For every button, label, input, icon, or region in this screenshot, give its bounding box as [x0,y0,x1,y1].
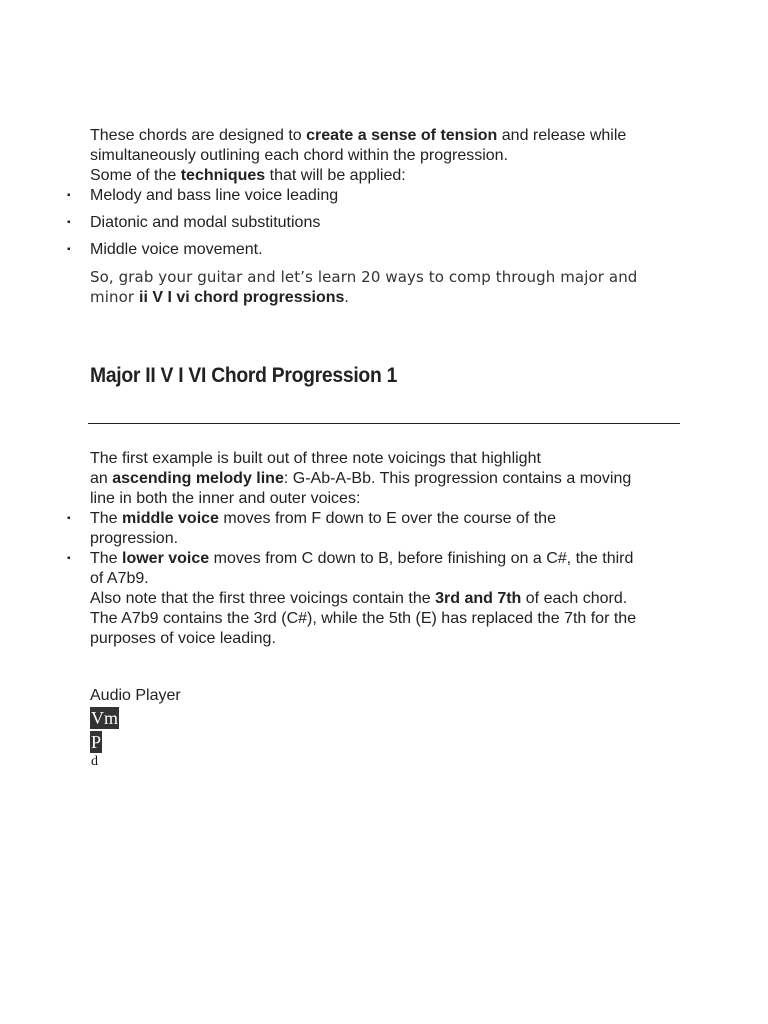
grab-line-1: So, grab your guitar and let’s learn 20 ways to comp through major and [90,268,638,286]
note-line-2: The A7b9 contains the 3rd (C#), while the 5th (E) has replaced the 7th for the [90,610,637,627]
example-line-2 [90,469,690,489]
intro-text: These chords are designed to [90,127,307,144]
example-paragraph [90,449,690,509]
section-divider [88,423,680,424]
intro-emphasis: create a sense of tension [306,127,498,144]
grab-line-2 [90,287,690,308]
intro-text: that will be applied: [265,167,406,184]
bullet-icon: ▪ [67,190,71,201]
voice-line [90,509,690,529]
voice-emphasis: lower voice [122,550,210,567]
example-emphasis: ascending melody line [112,470,284,487]
bullet-icon: ▪ [67,553,71,564]
audio-player-control[interactable]: Vm [91,708,118,728]
example-line-3: line in both the inner and outer voices: [90,490,361,507]
bullet-icon: ▪ [67,217,71,228]
note-line-3: purposes of voice leading. [90,630,276,647]
example-line-1: The first example is built out of three note voicings that highlight [90,450,541,467]
example-text: : G-Ab-A-Bb. This progression contains a moving [283,470,632,487]
note-paragraph [90,589,690,649]
intro-text: and release while [497,127,627,144]
grab-paragraph [90,267,690,308]
list-item-label: Middle voice movement. [90,241,263,258]
list-item-label: Melody and bass line voice leading [90,187,339,204]
audio-player-label: Audio Player [90,687,181,704]
voice-emphasis: middle voice [122,510,219,527]
grab-emphasis: ii V I vi chord progressions [139,289,345,306]
intro-paragraph [90,126,690,186]
grab-text: minor [90,288,139,306]
voice-text: The [90,510,123,527]
bullet-icon: ▪ [67,513,71,524]
list-item [67,549,690,589]
audio-player-fragment: d [91,754,98,769]
voice-line-continued: progression. [90,530,179,547]
list-item [67,213,690,233]
audio-player-play-button[interactable]: P [91,732,102,752]
note-emphasis: 3rd and 7th [435,590,522,607]
note-text: of each chord. [521,590,628,607]
list-item [67,509,690,549]
list-item-label: Diatonic and modal substitutions [90,214,321,231]
intro-text: Some of the [90,167,181,184]
grab-text: . [344,289,349,306]
note-text: Also note that the first three voicings contain the [90,590,436,607]
voice-line-continued: of A7b9. [90,570,149,587]
list-item [67,240,690,260]
note-line-1 [90,589,690,609]
list-item [67,186,690,206]
voice-text: The [90,550,123,567]
voice-line [90,549,690,569]
bullet-icon: ▪ [67,244,71,255]
intro-line-2: simultaneously outlining each chord within the progression. [90,147,509,164]
intro-emphasis: techniques [180,167,266,184]
intro-line-3 [90,166,690,186]
example-text: an [90,470,113,487]
voice-text: moves from C down to B, before finishing on a C#, the third [209,550,634,567]
section-title: Major II V I VI Chord Progression 1 [90,364,398,387]
voice-text: moves from F down to E over the course of the [218,510,556,527]
intro-line-1 [90,126,690,146]
